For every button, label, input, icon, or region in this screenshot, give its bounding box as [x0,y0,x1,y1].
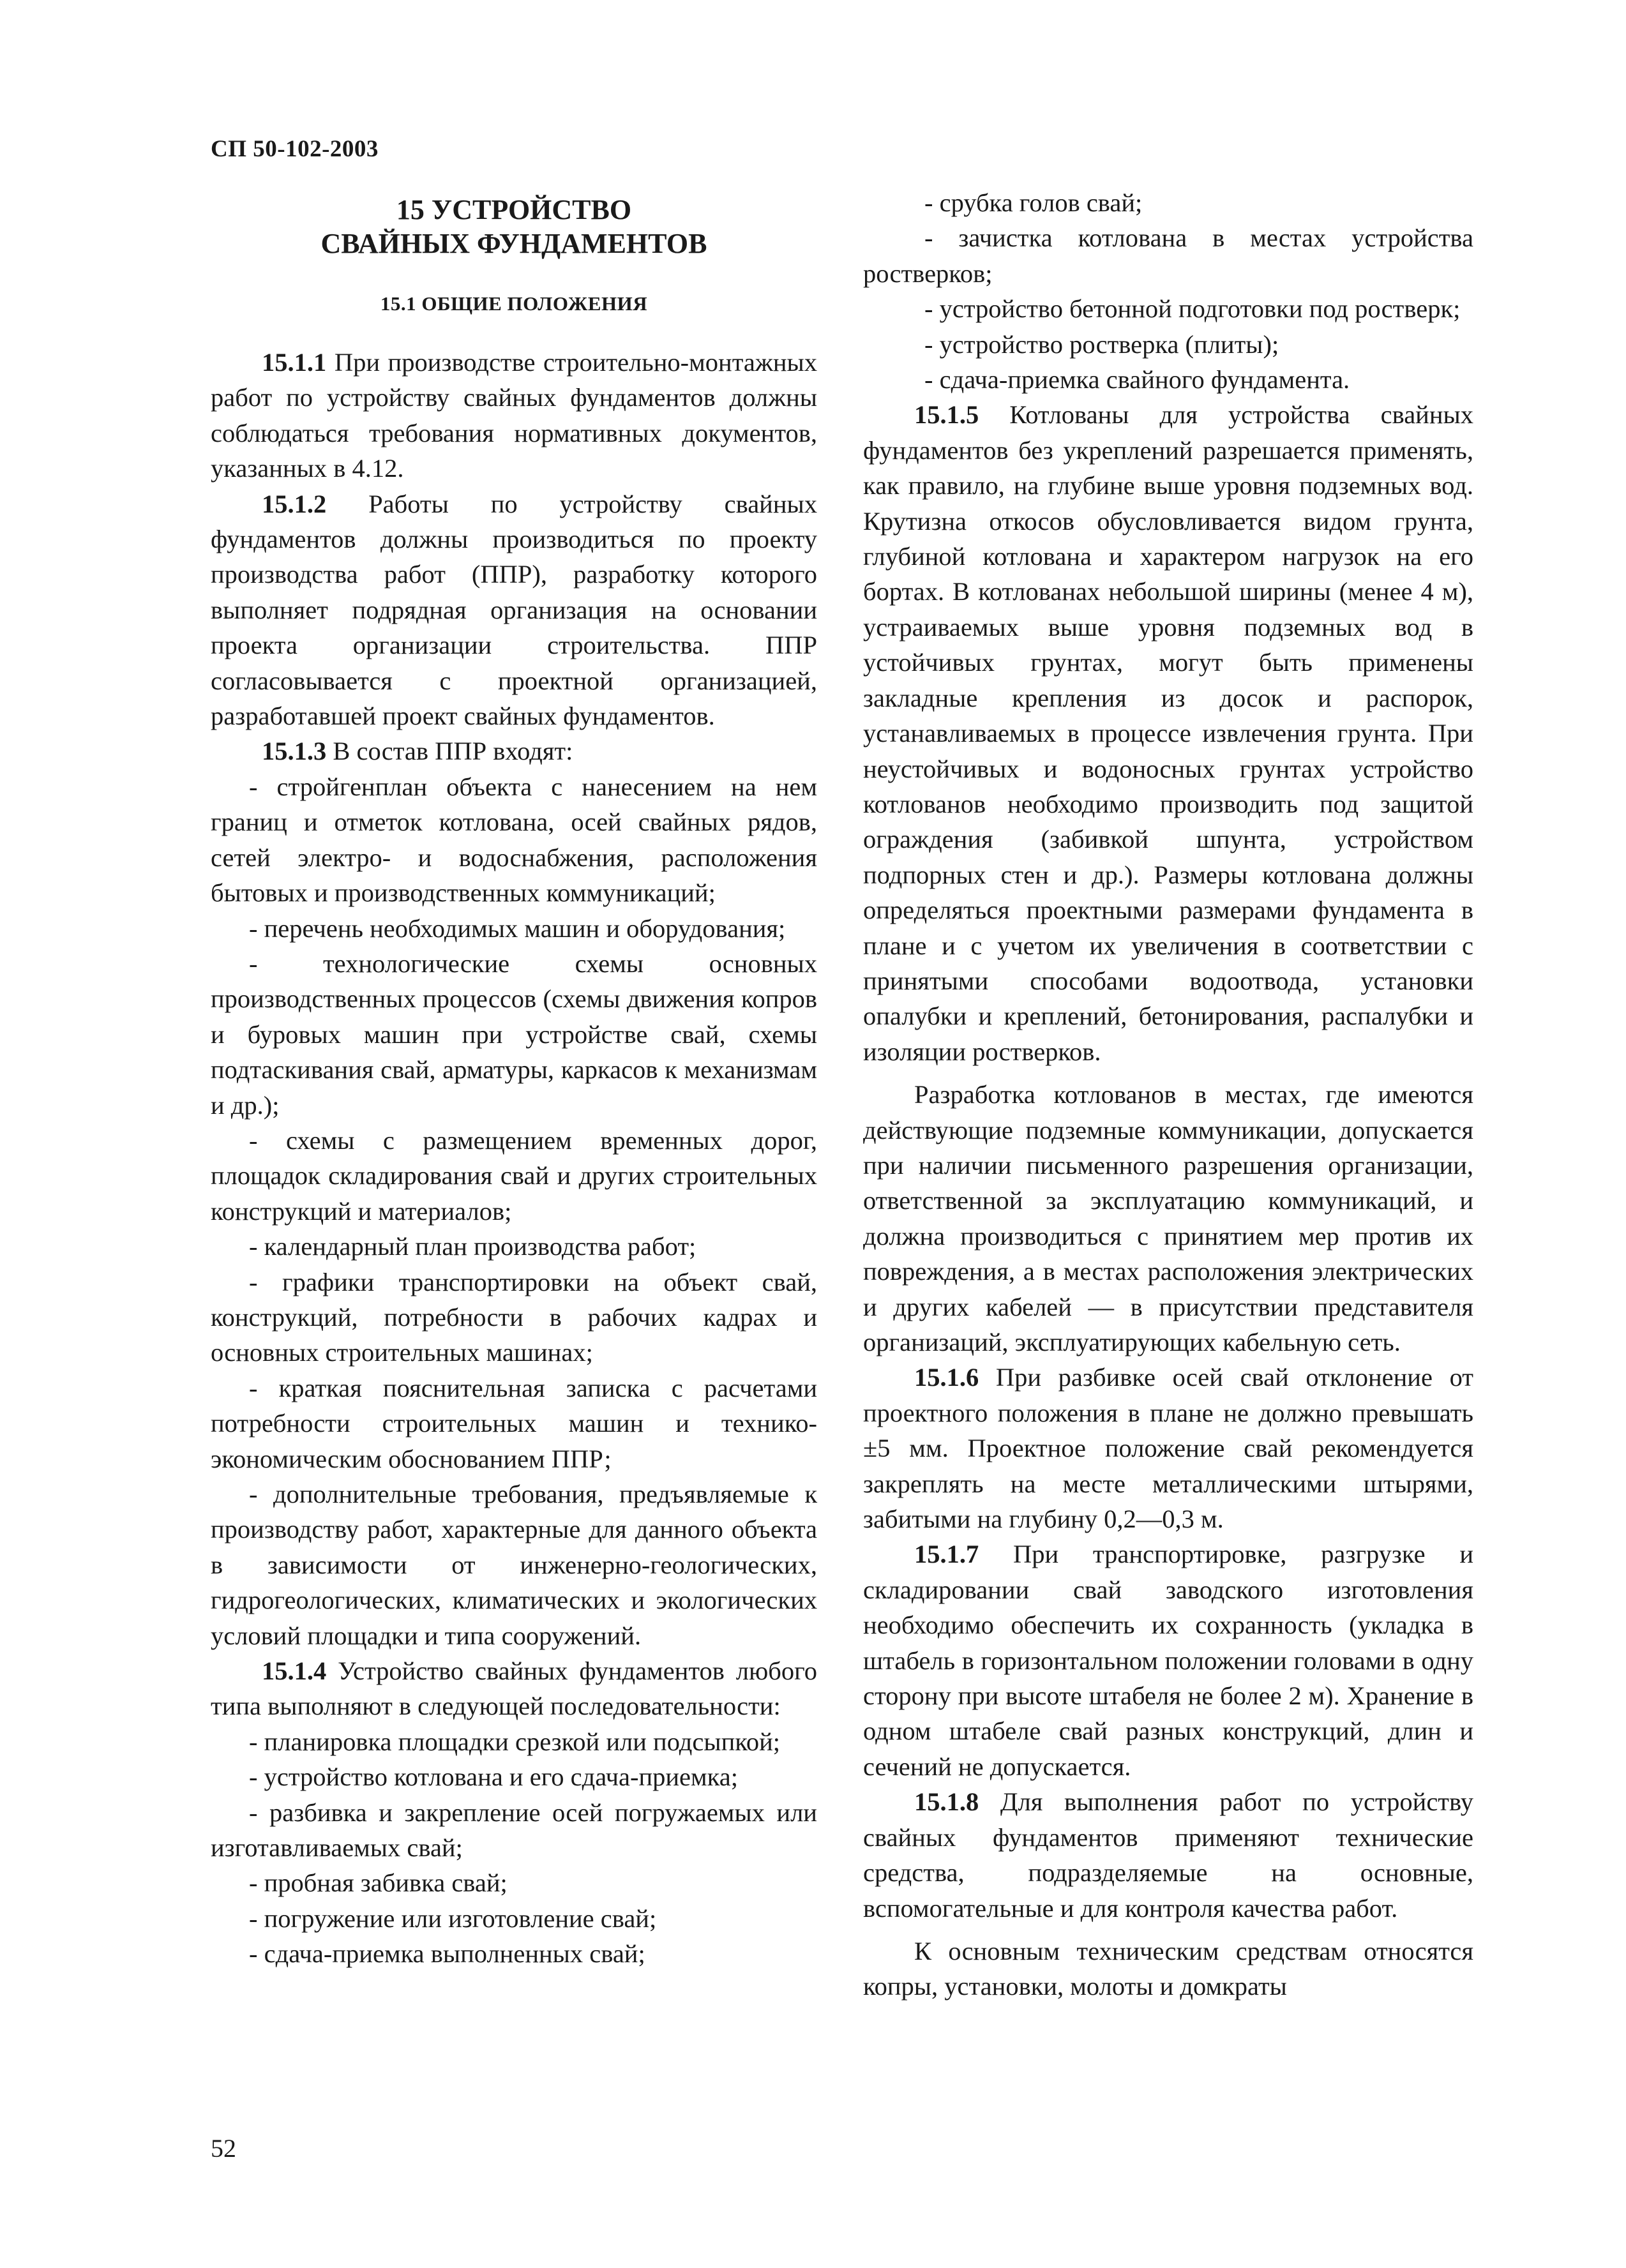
paragraph-15-1-2 [211,486,817,734]
left-column [211,185,817,1972]
clause-number: 15.1.4 [262,1656,327,1686]
list-item: - перечень необходимых машин и оборудования; [249,913,786,943]
list-item: - сдача-приемка выполненных свай; [249,1939,645,1969]
paragraph-15-1-8 [863,1784,1473,1926]
list-item: - дополнительные требования, предъявляемые к производству работ, характерные для данного объекта в зависимости от инженерно-геологических, гидрогеологических, климатических и экологических условий площадки и типа сооружений. [211,1480,817,1650]
clause-number: 15.1.8 [914,1787,979,1817]
list-item: - устройство котлована и его сдача-приемка; [249,1762,738,1792]
paragraph-15-1-6 [863,1360,1473,1536]
clause-text: Для выполнения работ по устройству свайных фундаментов применяют технические средства, подразделяемые на основные, вспомогательные и для контроля качества работ. [863,1787,1473,1923]
subsection-title: 15.1 ОБЩИЕ ПОЛОЖЕНИЯ [380,292,648,315]
clause-text: Устройство свайных фундаментов любого типа выполняют в следующей последовательности: [211,1656,817,1721]
clause-number: 15.1.3 [262,737,327,766]
page-number: 52 [211,2134,236,2163]
clause-text: При разбивке осей свай отклонение от проектного положения в плане не должно превышать ±5 мм. Проектное положение свай рекомендуется закреплять на месте металлическими штырями, забитыми на глубину 0,2—0,3 м. [863,1363,1473,1534]
list-item: - технологические схемы основных производственных процессов (схемы движения копров и буровых машин при устройстве свай, схемы подтаскивания свай, арматуры, каркасов к механизмам и др.); [211,949,817,1120]
paragraph-15-1-5 [863,397,1473,1069]
clause-text: Работы по устройству свайных фундаментов должны производиться по проекту производства работ (ППР), разработку которого выполняет подрядная организация на основании проекта организации строительства. ППР согласовывается с проектной организацией, разработавшей проект свайных фундаментов. [211,489,817,731]
clause-text: В состав ППР входят: [326,737,573,766]
clause-text: Котлованы для устройства свайных фундаментов без укреплений разрешается применять, как правило, на глубине выше уровня подземных вод. Крутизна откосов обусловливается видом грунта, глубиной котлована и характером нагрузок на его бортах. В котлованах небольшой ширины (менее 4 м), устраиваемых выше уровня подземных вод в устойчивых грунтах, могут быть применены закладные крепления из досок и распорок, устанавливаемых в процессе извлечения грунта. При неустойчивых и водоносных грунтах устройство котлованов необходимо производить под защитой ограждения (забивкой шпунта, устройством подпорных стен и др.). Размеры котлована должны определяться проектными размерами фундамента в плане и с учетом их увеличения в соответствии с принятыми способами водоотвода, установки опалубки и креплений, бетонирования, распалубки и изоляции ростверков. [863,400,1473,1066]
list-item: - срубка голов свай; [924,188,1143,217]
list-item: - сдача-приемка свайного фундамента. [924,365,1350,394]
clause-number: 15.1.2 [262,489,327,518]
list-item: - пробная забивка свай; [249,1868,508,1898]
section-title [211,193,817,260]
section-title-line-2: СВАЙНЫХ ФУНДАМЕНТОВ [320,228,707,259]
clause-text: При производстве строительно-монтажных работ по устройству свайных фундаментов должны соблюдаться требования нормативных документов, указанных в 4.12. [211,348,817,483]
paragraph-15-1-4 [211,1653,817,1724]
clause-number: 15.1.5 [914,400,979,430]
paragraph-15-1-3 [211,733,817,769]
clause-number: 15.1.1 [262,348,327,377]
list-item: - календарный план производства работ; [249,1232,696,1261]
section-title-line-1: 15 УСТРОЙСТВО [396,194,632,225]
list-item: - устройство ростверка (плиты); [924,329,1279,359]
paragraph-15-1-1 [211,345,817,486]
list-item: - краткая пояснительная записка с расчетами потребности строительных машин и технико-экономическим обоснованием ППР; [211,1373,817,1473]
clause-number: 15.1.7 [914,1540,979,1569]
list-item: - устройство бетонной подготовки под ростверк; [924,294,1461,324]
paragraph-main-equipment: К основным техническим средствам относятся копры, установки, молоты и домкраты [863,1936,1473,2001]
list-item: - графики транспортировки на объект свай, конструкций, потребности в рабочих кадрах и основных строительных машинах; [211,1267,817,1367]
paragraph-15-1-7 [863,1536,1473,1784]
clause-text: При транспортировке, разгрузке и складировании свай заводского изготовления необходимо обеспечить их сохранность (укладка в штабель в горизонтальном положении головами в одну сторону при высоте штабеля не более 2 м). Хранение в одном штабеле свай разных конструкций, длин и сечений не допускается. [863,1540,1473,1781]
list-item: - разбивка и закрепление осей погружаемых или изготавливаемых свай; [211,1798,817,1863]
list-item: - погружение или изготовление свай; [249,1904,657,1933]
clause-number: 15.1.6 [914,1363,979,1392]
list-item: - схемы с размещением временных дорог, площадок складирования свай и других строительных конструкций и материалов; [211,1125,817,1226]
right-column [863,185,1473,2004]
list-item: - планировка площадки срезкой или подсыпкой; [249,1727,781,1756]
paragraph-excavation-utilities: Разработка котлованов в местах, где имеются действующие подземные коммуникации, допускается при наличии письменного разрешения организации, ответственной за эксплуатацию коммуникаций, и должна производиться с принятием мер против их повреждения, а в местах расположения электрических и других кабелей — в присутствии представителя организаций, эксплуатирующих кабельную сеть. [863,1080,1473,1356]
list-item: - зачистка котлована в местах устройства ростверков; [863,223,1473,288]
list-item: - стройгенплан объекта с нанесением на нем границ и отметок котлована, осей свайных рядов, сетей электро- и водоснабжения, расположения бытовых и производственных коммуникаций; [211,772,817,908]
document-code: СП 50-102-2003 [211,136,379,162]
